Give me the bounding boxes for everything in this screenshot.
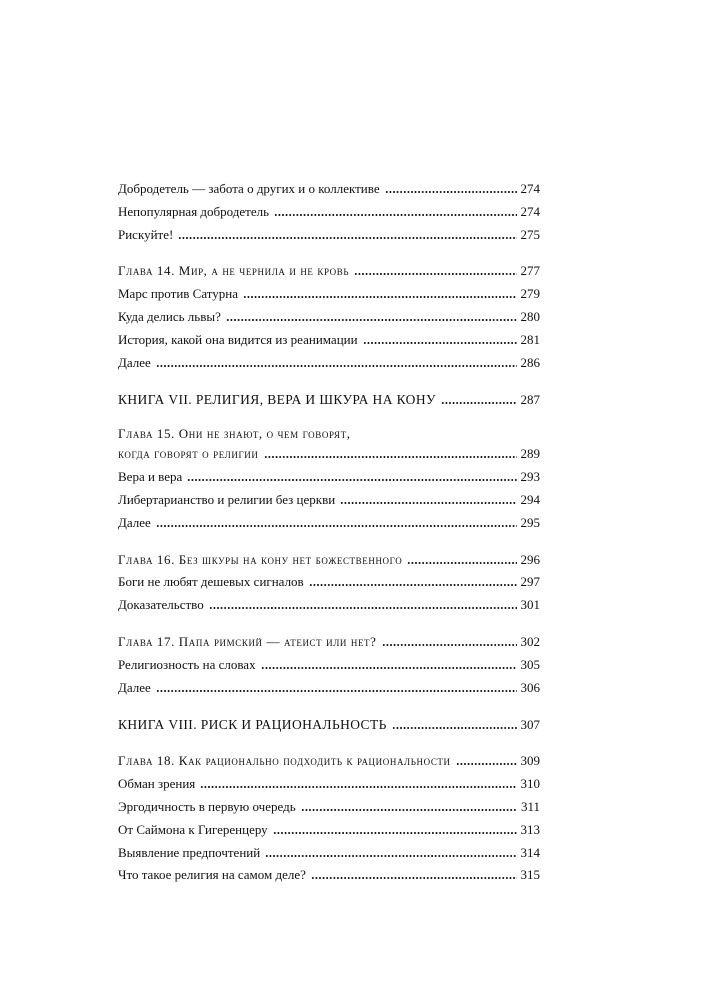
toc-entry-title: Непопулярная добродетель (118, 203, 270, 219)
toc-page-number: 309 (520, 753, 540, 769)
toc-entry[interactable] (118, 329, 540, 352)
toc-page-number: 310 (520, 776, 540, 792)
dot-leader (261, 667, 517, 669)
toc-page-number: 296 (520, 551, 540, 567)
dot-leader (456, 763, 517, 765)
toc-page-number: 293 (520, 469, 540, 485)
dot-leader (354, 273, 516, 275)
toc-page-number: 294 (520, 491, 540, 507)
toc-page-number: 297 (520, 574, 540, 590)
dot-leader (363, 342, 517, 344)
toc-chapter-entry[interactable] (118, 750, 540, 773)
toc-entry[interactable] (118, 306, 540, 329)
dot-leader (156, 525, 517, 527)
toc-entry[interactable] (118, 283, 540, 306)
toc-page-number: 279 (520, 286, 540, 302)
dot-leader (156, 690, 517, 692)
toc-entry-title: Эргодичность в первую очередь (118, 798, 296, 814)
dot-leader (273, 832, 517, 834)
table-of-contents (118, 178, 540, 887)
toc-chapter-entry[interactable] (118, 549, 540, 572)
toc-group (118, 260, 540, 374)
dot-leader (407, 562, 516, 564)
toc-group (118, 178, 540, 246)
dot-leader (209, 607, 517, 609)
dot-leader (441, 402, 517, 404)
dot-leader (243, 296, 516, 298)
dot-leader (340, 502, 516, 504)
toc-group (118, 549, 540, 617)
toc-chapter-entry[interactable] (118, 631, 540, 654)
toc-page-number: 287 (520, 392, 540, 408)
toc-entry[interactable] (118, 352, 540, 375)
toc-group (118, 388, 540, 411)
toc-entry[interactable] (118, 864, 540, 887)
toc-page-number: 286 (520, 354, 540, 370)
toc-book-entry[interactable] (118, 713, 540, 736)
dot-leader (156, 365, 517, 367)
toc-page-number: 277 (520, 263, 540, 279)
dot-leader (226, 319, 517, 321)
toc-entry[interactable] (118, 489, 540, 512)
toc-entry-title: Куда делись львы? (118, 308, 221, 324)
dot-leader (264, 456, 517, 458)
toc-entry-title: Вера и вера (118, 469, 183, 485)
toc-chapter-entry[interactable] (118, 443, 540, 466)
toc-page-number: 302 (520, 633, 540, 649)
toc-entry-title: КНИГА VII. РЕЛИГИЯ, ВЕРА И ШКУРА НА КОНУ (118, 392, 436, 408)
toc-page-number: 313 (520, 821, 540, 837)
toc-group (118, 425, 540, 534)
dot-leader (301, 809, 517, 811)
dot-leader (187, 479, 516, 481)
toc-entry-title: Глава 18. Как рационально подходить к рациональности (118, 753, 451, 769)
toc-entry[interactable] (118, 571, 540, 594)
toc-entry[interactable] (118, 677, 540, 700)
toc-book-entry[interactable] (118, 388, 540, 411)
toc-chapter-title-line: Глава 15. Они не знают, о чем говорят, (118, 426, 351, 442)
toc-group (118, 713, 540, 736)
toc-group (118, 631, 540, 699)
toc-entry[interactable] (118, 773, 540, 796)
toc-entry[interactable] (118, 842, 540, 865)
toc-page-number: 280 (520, 308, 540, 324)
toc-page-number: 311 (520, 798, 540, 814)
toc-entry-title: Глава 14. Мир, а не чернила и не кровь (118, 263, 350, 279)
dot-leader (385, 191, 517, 193)
toc-page-number: 289 (520, 446, 540, 462)
toc-entry-title: Что такое религия на самом деле? (118, 867, 306, 883)
toc-entry[interactable] (118, 594, 540, 617)
dot-leader (274, 214, 516, 216)
dot-leader (200, 786, 516, 788)
dot-leader (392, 727, 517, 729)
toc-entry-title: КНИГА VIII. РИСК И РАЦИОНАЛЬНОСТЬ (118, 717, 387, 733)
toc-entry-title: Боги не любят дешевых сигналов (118, 574, 304, 590)
toc-page-number: 281 (520, 331, 540, 347)
toc-entry-title: Обман зрения (118, 776, 196, 792)
toc-entry[interactable] (118, 512, 540, 535)
toc-entry[interactable] (118, 819, 540, 842)
toc-entry-title: Далее (118, 354, 151, 370)
toc-page-number: 307 (520, 717, 540, 733)
toc-entry[interactable] (118, 201, 540, 224)
toc-page-number: 274 (520, 203, 540, 219)
toc-page-number: 305 (520, 656, 540, 672)
toc-entry[interactable] (118, 796, 540, 819)
toc-group (118, 750, 540, 887)
toc-page-number: 315 (520, 867, 540, 883)
toc-page-number: 301 (520, 597, 540, 613)
toc-entry-title: Далее (118, 679, 151, 695)
toc-page-number: 306 (520, 679, 540, 695)
toc-page-number: 295 (520, 514, 540, 530)
toc-entry-title: Глава 16. Без шкуры на кону нет божественного (118, 551, 403, 567)
toc-entry-title: Выявление предпочтений (118, 844, 261, 860)
toc-entry-title: Рискуйте! (118, 226, 174, 242)
toc-entry[interactable] (118, 466, 540, 489)
toc-entry-title: Глава 17. Папа римский — атеист или нет? (118, 633, 377, 649)
toc-entry-title: Либертарианство и религии без церкви (118, 491, 336, 507)
toc-entry-title: когда говорят о религии (118, 446, 259, 462)
toc-entry-title: История, какой она видится из реанимации (118, 331, 358, 347)
dot-leader (178, 237, 516, 239)
toc-entry-title: От Саймона к Гигеренцеру (118, 821, 268, 837)
toc-chapter-entry[interactable] (118, 260, 540, 283)
toc-entry-title: Марс против Сатурна (118, 286, 239, 302)
toc-entry-title: Добродетель — забота о других и о коллективе (118, 181, 380, 196)
toc-entry[interactable] (118, 224, 540, 247)
toc-entry-title: Религиозность на словах (118, 656, 256, 672)
toc-entry[interactable] (118, 654, 540, 677)
dot-leader (382, 644, 517, 646)
toc-page-number: 274 (520, 181, 540, 196)
toc-page-number: 275 (520, 226, 540, 242)
dot-leader (265, 855, 516, 857)
dot-leader (311, 877, 517, 879)
toc-entry-title: Далее (118, 514, 151, 530)
dot-leader (309, 584, 517, 586)
toc-page-number: 314 (520, 844, 540, 860)
toc-entry[interactable] (118, 178, 540, 201)
toc-entry-title: Доказательство (118, 597, 204, 613)
